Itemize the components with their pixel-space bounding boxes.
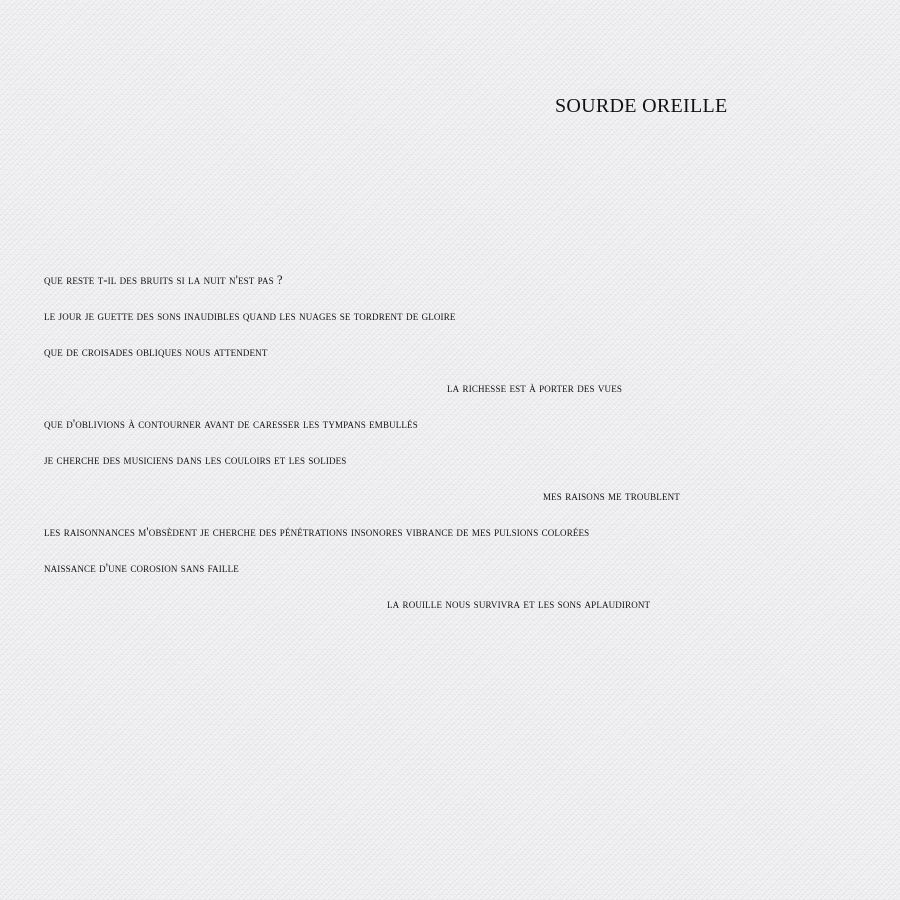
poem-line: la rouille nous survivra et les sons aplaudiront [387,597,651,611]
poem-title: SOURDE OREILLE [555,95,728,117]
poem-line: je cherche des musiciens dans les couloirs et les solides [44,453,347,467]
poem-line: que de croisades obliques nous attendent [44,345,268,359]
poem-line: que d'oblivions à contourner avant de caresser les tympans embullés [44,417,418,431]
poem-line: que reste t-il des bruits si la nuit n'est pas ? [44,273,283,287]
poem-line: mes raisons me troublent [543,489,680,503]
poem-line: naissance d'une corosion sans faille [44,561,239,575]
poem-line: le jour je guette des sons inaudibles quand les nuages se tordrent de gloire [44,309,456,323]
poem-line: les raisonnances m'obsèdent je cherche des pénétrations insonores vibrance de mes pulsions colorées [44,525,590,539]
poem-line: la richesse est à porter des vues [447,381,623,395]
